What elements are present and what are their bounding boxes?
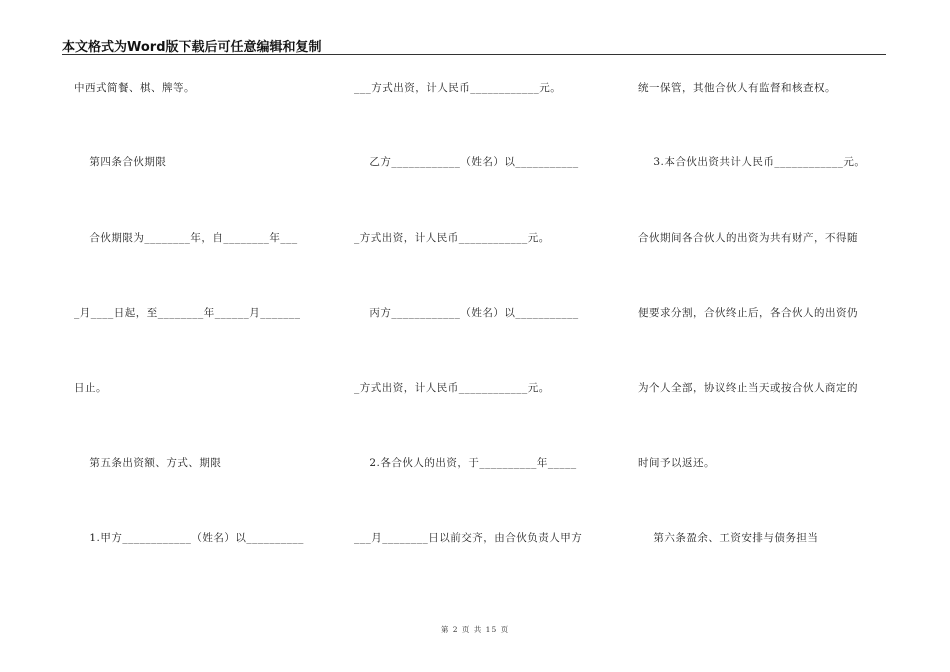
text-line: 日止。 [74,382,107,394]
text-column-3 [638,0,888,672]
text-line: 3.本合伙出资共计人民币____________元。 [638,156,866,168]
section-heading: 第四条合伙期限 [74,156,167,168]
text-line: 统一保管，其他合伙人有监督和核查权。 [638,82,836,94]
text-line: 乙方____________（姓名）以___________ [354,156,579,168]
text-line: 为个人全部，协议终止当天或按合伙人商定的 [638,382,858,394]
text-line: 时间予以返还。 [638,457,715,469]
text-line: _方式出资，计人民币____________元。 [354,382,550,394]
text-line: 便要求分割，合伙终止后，各合伙人的出资仍 [638,307,858,319]
section-heading: 第五条出资额、方式、期限 [74,457,222,469]
section-heading: 第六条盈余、工资安排与债务担当 [638,532,819,544]
text-line: 合伙期限为________年，自________年___ [74,232,298,244]
text-line: ___方式出资，计人民币____________元。 [354,82,562,94]
document-header-title: 本文格式为Word版下载后可任意编辑和复制 [62,40,322,55]
text-line: _方式出资，计人民币____________元。 [354,232,550,244]
page-number-footer: 第 2 页 共 15 页 [440,625,510,634]
text-line: ___月________日以前交齐，由合伙负责人甲方 [354,532,583,544]
text-column-1 [74,0,324,672]
text-line: 丙方____________（姓名）以___________ [354,307,579,319]
text-line: 1.甲方____________（姓名）以__________ [74,532,304,544]
text-column-2 [354,0,604,672]
text-line: 2.各合伙人的出资，于__________年_____ [354,457,577,469]
text-line: 合伙期间各合伙人的出资为共有财产，不得随 [638,232,858,244]
text-line: 中西式简餐、棋、牌等。 [74,82,195,94]
text-line: _月____日起，至________年______月_______ [74,307,301,319]
